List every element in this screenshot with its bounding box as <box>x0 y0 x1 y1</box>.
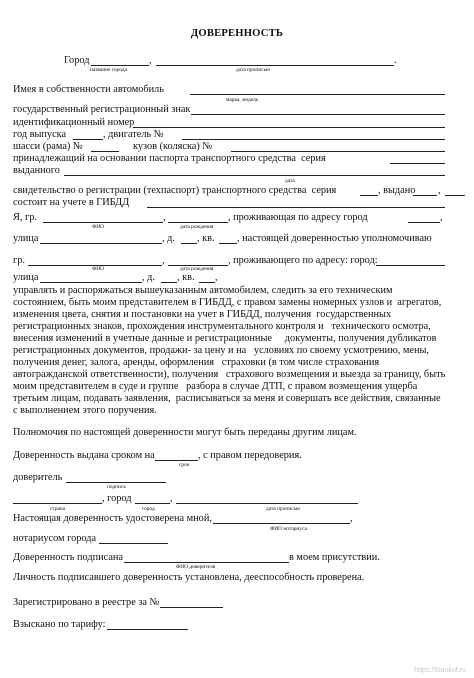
agent-street-label: улица <box>13 272 39 283</box>
principal-birth-blank <box>168 222 228 223</box>
tariff-label: Взыскано по тарифу: <box>13 619 106 630</box>
cert-issued-blank-1 <box>413 195 437 196</box>
comma-sep: , <box>438 185 441 196</box>
identity-text: Личность подписавшего доверенность установлена, дееспособность проверена. <box>13 572 365 583</box>
country-blank <box>13 503 102 504</box>
body-line-2: состоянием, быть моим представителем в ГИБДД, с правом замены номерных узлов и агрегатов, <box>13 297 442 308</box>
city-comma: , <box>149 55 152 66</box>
comma-sep: , <box>162 255 165 266</box>
year-blank <box>73 139 103 140</box>
engine-blank <box>182 139 445 140</box>
caption-country: страна <box>50 506 66 512</box>
agent-city-blank <box>376 265 445 266</box>
certificate-label: свидетельство о регистрации (техпаспорт) транспортного средства серия <box>13 185 337 196</box>
body-line-11: с выполнением этого поручения. <box>13 405 157 416</box>
principal-fio-blank <box>43 222 163 223</box>
registry-blank <box>160 607 223 608</box>
country-city-label: , город <box>102 493 132 504</box>
principal-city-blank <box>408 222 440 223</box>
issued-blank <box>64 175 445 176</box>
agent-address-label: , проживающего по адресу: город: <box>228 255 378 266</box>
agent-street-blank <box>40 282 142 283</box>
comma-sep: , <box>440 212 443 223</box>
body-blank <box>231 151 445 152</box>
principal-flat-label: , кв. <box>197 233 215 244</box>
caption-agent-birth: дата рождения <box>180 266 214 272</box>
comma-sep: , <box>170 493 173 504</box>
vin-label: идентификационный номер <box>13 117 135 128</box>
principal-ya-label: Я, гр. <box>13 212 37 223</box>
body-line-6: регистрационных документов, продажи- за цену и на условиях по своему усмотрению, мены, <box>13 345 429 356</box>
caption-signature: подпись <box>107 484 126 490</box>
caption-make-model: марка, модель <box>226 97 259 103</box>
caption-notary-fio: ФИО нотариуса <box>270 526 307 532</box>
notary-fio-blank <box>213 523 350 524</box>
agent-gr-label: гр. <box>13 255 25 266</box>
body-line-3: изменения цвета, снятия и постановки на учет в ГИБДД, получения государственных <box>13 309 392 320</box>
vin-blank <box>133 127 445 128</box>
signature-blank <box>66 482 166 483</box>
notary-city-label: нотариусом города <box>13 533 97 544</box>
chassis-label: шасси (рама) № <box>13 141 83 152</box>
principal-fio-sign-blank <box>124 562 289 563</box>
comma-sep: , <box>215 272 218 283</box>
cert-issued-blank-2 <box>445 195 465 196</box>
cert-series-blank <box>360 195 378 196</box>
term-blank <box>155 460 198 461</box>
caption-date-words: дата прописью <box>236 67 271 73</box>
body-line-9: моим представителем в суде и группе разбора в случае ДТП, с правом возмещения ущерба <box>13 381 418 392</box>
year-label: год выпуска <box>13 129 67 140</box>
registered-label: состоит на учете в ГИБДД <box>13 197 130 208</box>
engine-label: , двигатель № <box>103 129 164 140</box>
caption-agent-fio: ФИО <box>92 266 105 272</box>
principal-street-label: улица <box>13 233 39 244</box>
principal-house-blank <box>181 243 197 244</box>
body-line-8: автогражданской ответственности), получения страхового возмещения и выезда за границу, быть <box>13 369 446 380</box>
caption-principal-birth: дата рождения <box>180 224 214 230</box>
comma-sep: , <box>163 212 166 223</box>
signed-label: Доверенность подписана <box>13 552 123 563</box>
body-label: кузов (коляска) № <box>133 141 213 152</box>
in-presence-label: в моем присутствии. <box>289 552 380 563</box>
tariff-blank <box>107 629 188 630</box>
certified-label: Настоящая доверенность удостоверена мной, <box>13 513 212 524</box>
registry-label: Зарегистрировано в реестре за № <box>13 597 160 608</box>
agent-house-blank <box>161 282 177 283</box>
reg-sign-blank <box>191 114 445 115</box>
caption-city-name: название города <box>90 67 127 73</box>
caption-principal-fio: ФИО <box>92 224 105 230</box>
notary-of-city-blank <box>99 543 168 544</box>
notary-city-blank <box>135 503 170 504</box>
owner-label: Имея в собственности автомобиль <box>13 84 164 95</box>
belongs-label: принадлежащий на основании паспорта транспортного средства серия <box>13 153 326 164</box>
principal-street-blank <box>40 243 162 244</box>
caption-principal-fio-sign: ФИО доверителя <box>176 564 216 570</box>
caption-city: город <box>142 506 155 512</box>
city-label: Город <box>64 55 90 66</box>
make-model-blank <box>190 94 445 95</box>
authorize-label: , настоящей доверенностью уполномочиваю <box>237 233 432 244</box>
document-title: ДОВЕРЕННОСТЬ <box>190 28 284 39</box>
principal-flat-blank <box>219 243 237 244</box>
principal-signature-label: доверитель <box>13 472 63 483</box>
principal-house-label: , д. <box>162 233 175 244</box>
body-line-4: регистрационных знаков, прохождения инструментального контроля и технического осмотра, <box>13 321 431 332</box>
agent-flat-label: , кв. <box>177 272 195 283</box>
caption-notary-date: дата прописью <box>266 506 301 512</box>
passport-series-blank <box>390 163 445 164</box>
body-line-10: третьим лицам, подавать заявления, расписываться за меня и совершать все действия, связанные <box>13 393 441 404</box>
principal-address-label: , проживающая по адресу город <box>228 212 368 223</box>
caption-term: срок <box>179 462 190 468</box>
agent-flat-blank <box>199 282 215 283</box>
site-watermark: https://blankof.ru <box>414 667 466 674</box>
term-suffix: , с правом передоверия. <box>198 450 302 461</box>
reg-sign-label: государственный регистрационный знак <box>13 104 191 115</box>
issued-label: выданного <box>13 165 60 176</box>
body-line-5: внесения изменений в учетные данные и регистрационные документы, получения дубликатов <box>13 333 437 344</box>
notary-date-blank <box>176 503 358 504</box>
city-blank <box>91 65 149 66</box>
agent-house-label: , д. <box>142 272 155 283</box>
date-period: . <box>394 55 397 66</box>
chassis-blank <box>91 151 119 152</box>
comma-sep: , <box>350 513 353 524</box>
cert-issued-label: , выдано <box>378 185 416 196</box>
body-line-1: управлять и распоряжаться вышеуказанным автомобилем, следить за его техническим <box>13 285 393 296</box>
term-label: Доверенность выдана сроком на <box>13 450 155 461</box>
date-blank <box>156 65 394 66</box>
body-line-7: получения денег, залога, аренды, оформления страховки (в том числе страхования <box>13 357 380 368</box>
registered-blank <box>147 207 445 208</box>
caption-date: дата <box>285 178 295 184</box>
powers-transfer-text: Полномочия по настоящей доверенности могут быть переданы другим лицам. <box>13 427 357 438</box>
